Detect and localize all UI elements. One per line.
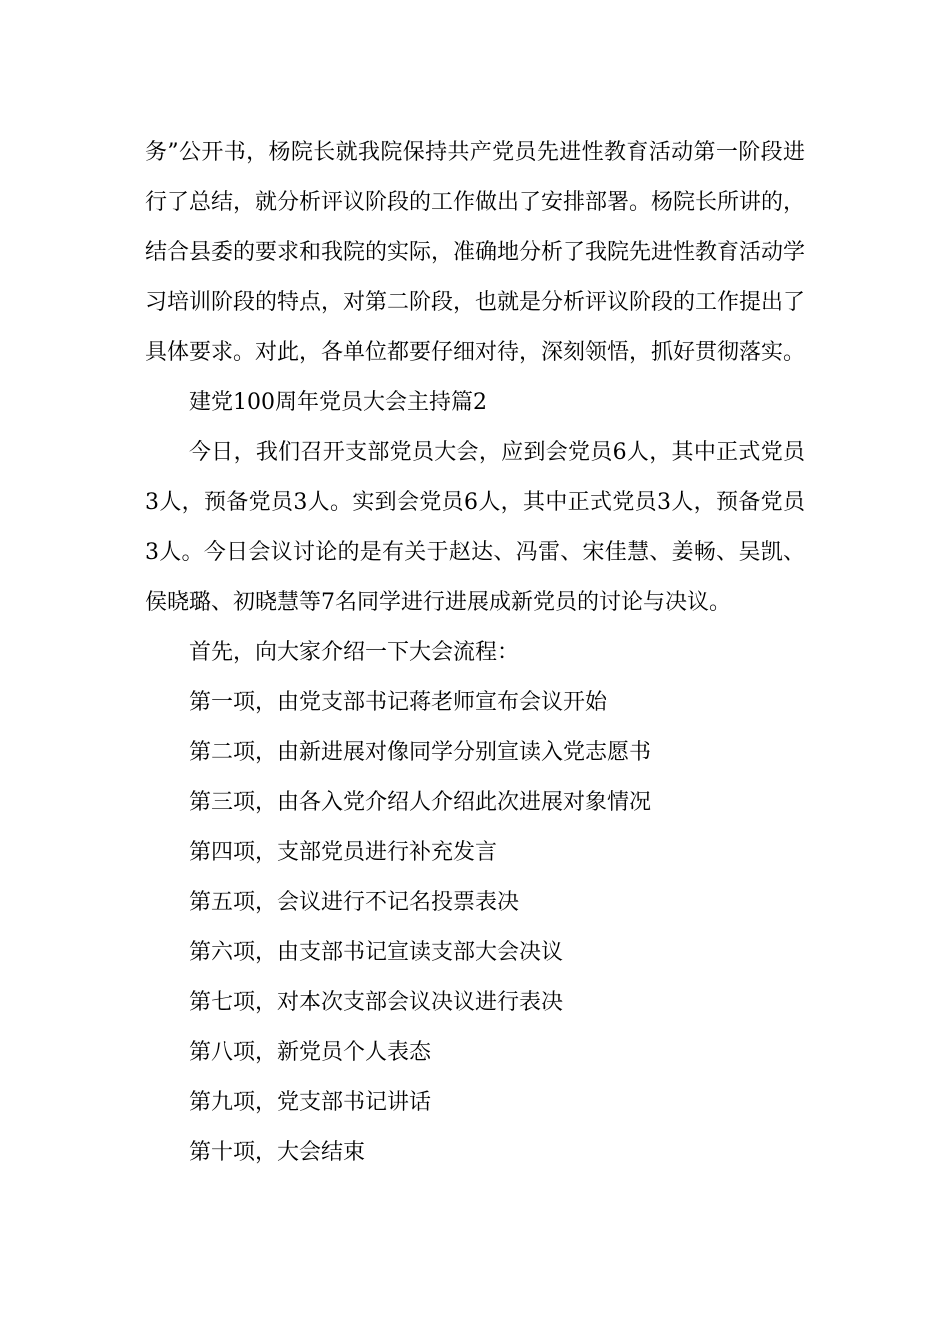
agenda-item-5: 第五项，会议进行不记名投票表决 [189,890,520,915]
agenda-item-4: 第四项，支部党员进行补充发言 [189,840,498,865]
paragraph-attendance: 今日，我们召开支部党员大会，应到会党员6人，其中正式党员3人，预备党员3人。实到会党员6人，其中正式党员3人，预备党员3人。今日会议讨论的是有关于赵达、冯雷、宋佳慧、姜畅、吴凯、侯晓璐、初晓慧等7名同学进行进展成新党员的讨论与决议。 [145,440,805,615]
agenda-item-7: 第七项，对本次支部会议决议进行表决 [189,990,564,1015]
paragraph-agenda-intro: 首先，向大家介绍一下大会流程： [189,640,520,665]
agenda-item-6: 第六项，由支部书记宣读支部大会决议 [189,940,564,965]
agenda-item-8: 第八项，新党员个人表态 [189,1040,432,1065]
agenda-item-1: 第一项，由党支部书记蒋老师宣布会议开始 [189,690,608,715]
agenda-item-9: 第九项，党支部书记讲话 [189,1090,432,1115]
agenda-item-3: 第三项，由各入党介绍人介绍此次进展对象情况 [189,790,652,815]
agenda-item-10: 第十项，大会结束 [189,1140,366,1165]
document-body [145,128,805,1178]
paragraph-continuation: 务”公开书，杨院长就我院保持共产党员先进性教育活动第一阶段进行了总结，就分析评议阶段的工作做出了安排部署。杨院长所讲的，结合县委的要求和我院的实际，准确地分析了我院先进性教育活动学习培训阶段的特点，对第二阶段，也就是分析评议阶段的工作提出了具体要求。对此，各单位都要仔细对待，深刻领悟，抓好贯彻落实。 [145,140,806,365]
section-heading: 建党100周年党员大会主持篇2 [189,390,487,415]
agenda-item-2: 第二项，由新进展对像同学分别宣读入党志愿书 [189,740,652,765]
